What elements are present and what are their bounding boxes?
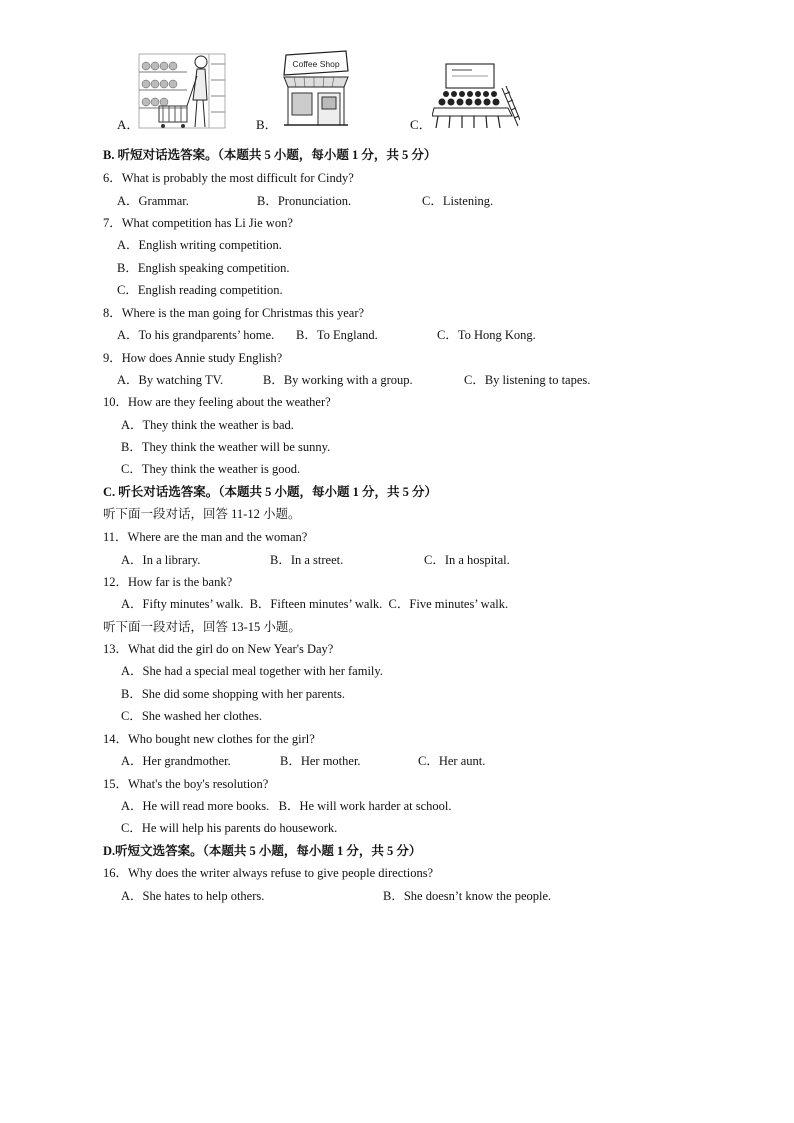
q12-options: A．Fifty minutes’ walk. B．Fifteen minutes’ walk. C．Five minutes’ walk. bbox=[121, 597, 509, 611]
q13-option-c: C．She washed her clothes. bbox=[121, 709, 262, 723]
q11-stem: 11．Where are the man and the woman? bbox=[103, 530, 308, 544]
q15-options-ab: A．He will read more books. B．He will work harder at school. bbox=[121, 799, 452, 813]
q12-stem: 12．How far is the bank? bbox=[103, 575, 233, 589]
q14-option-b: B．Her mother. bbox=[280, 754, 361, 768]
supermarket-illustration bbox=[137, 50, 229, 130]
q7-option-c: C．English reading competition. bbox=[117, 283, 283, 297]
section-c-instruction-2: 听下面一段对话，回答 13-15 小题。 bbox=[103, 620, 301, 634]
q16-option-b: B．She doesn’t know the people. bbox=[383, 889, 552, 903]
q8-option-b: B．To England. bbox=[296, 328, 378, 342]
q7-option-b: B．English speaking competition. bbox=[117, 261, 290, 275]
section-c-instruction-1: 听下面一段对话，回答 11-12 小题。 bbox=[103, 507, 301, 521]
q15-stem: 15．What's the boy's resolution? bbox=[103, 777, 269, 791]
q6-option-a: A．Grammar. bbox=[117, 194, 189, 208]
q10-option-c: C．They think the weather is good. bbox=[121, 462, 301, 476]
q10-option-a: A．They think the weather is bad. bbox=[121, 418, 294, 432]
image-label-c: C． bbox=[410, 117, 432, 132]
coffee-shop-sign: Coffee Shop bbox=[292, 59, 340, 69]
q11-option-a: A．In a library. bbox=[121, 553, 201, 567]
q6-stem: 6．What is probably the most difficult for Cindy? bbox=[103, 171, 354, 185]
q9-option-c: C．By listening to tapes. bbox=[464, 373, 591, 387]
q15-option-c: C．He will help his parents do housework. bbox=[121, 821, 338, 835]
q9-stem: 9．How does Annie study English? bbox=[103, 351, 283, 365]
q16-option-a: A．She hates to help others. bbox=[121, 889, 265, 903]
image-option-b bbox=[280, 47, 352, 129]
q9-option-a: A．By watching TV. bbox=[117, 373, 224, 387]
q13-stem: 13．What did the girl do on New Year's Day? bbox=[103, 642, 334, 656]
image-label-a: A． bbox=[117, 117, 140, 132]
q14-stem: 14．Who bought new clothes for the girl? bbox=[103, 732, 315, 746]
q11-option-b: B．In a street. bbox=[270, 553, 344, 567]
section-b-heading: B. 听短对话选答案。（本题共 5 小题，每小题 1 分，共 5 分） bbox=[103, 148, 437, 162]
q8-stem: 8．Where is the man going for Christmas this year? bbox=[103, 306, 365, 320]
q8-option-a: A．To his grandparents’ home. bbox=[117, 328, 275, 342]
section-d-heading: D.听短文选答案。（本题共 5 小题，每小题 1 分，共 5 分） bbox=[103, 844, 422, 858]
q14-option-a: A．Her grandmother. bbox=[121, 754, 231, 768]
q14-option-c: C．Her aunt. bbox=[418, 754, 486, 768]
section-c-heading: C. 听长对话选答案。（本题共 5 小题，每小题 1 分，共 5 分） bbox=[103, 485, 438, 499]
q7-stem: 7．What competition has Li Jie won? bbox=[103, 216, 293, 230]
q11-option-c: C．In a hospital. bbox=[424, 553, 510, 567]
q6-option-c: C．Listening. bbox=[422, 194, 494, 208]
q10-option-b: B．They think the weather will be sunny. bbox=[121, 440, 331, 454]
q13-option-a: A．She had a special meal together with her family. bbox=[121, 664, 383, 678]
coffee-shop-illustration bbox=[280, 47, 352, 129]
q16-stem: 16．Why does the writer always refuse to give people directions? bbox=[103, 866, 434, 880]
q8-option-c: C．To Hong Kong. bbox=[437, 328, 536, 342]
q13-option-b: B．She did some shopping with her parents. bbox=[121, 687, 345, 701]
q9-option-b: B．By working with a group. bbox=[263, 373, 413, 387]
image-option-c bbox=[432, 60, 520, 130]
q7-option-a: A．English writing competition. bbox=[117, 238, 282, 252]
image-option-a bbox=[137, 50, 229, 130]
q6-option-b: B．Pronunciation. bbox=[257, 194, 352, 208]
image-label-b: B． bbox=[256, 117, 278, 132]
q10-stem: 10．How are they feeling about the weather? bbox=[103, 395, 331, 409]
classroom-illustration bbox=[432, 60, 520, 130]
